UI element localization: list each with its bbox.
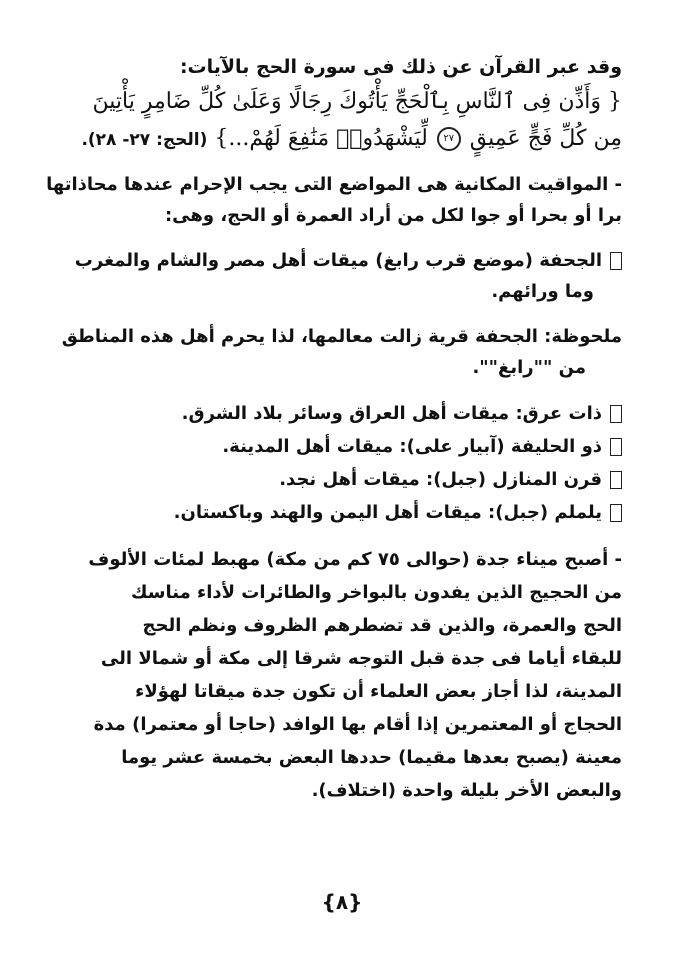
miqat-item-text: ذات عرق: ميقات أهل العراق وسائر بلاد الشرق. [181, 403, 602, 424]
page-body [46, 52, 622, 807]
miqat-list [62, 397, 622, 529]
jeddah-line: للبقاء أياما فى جدة قبل التوجه شرقا إلى مكة أو شمالا الى [100, 648, 622, 669]
jeddah-line: معينة (يصبح بعدها مقيما) حددها البعض بخمسة عشر يوما [121, 747, 622, 768]
list-item [62, 397, 622, 430]
intro-line: وقد عبر القرآن عن ذلك فى سورة الحج بالآيات: [179, 56, 622, 78]
checkbox-icon [610, 504, 622, 522]
checkbox-icon [610, 438, 622, 456]
list-item [62, 496, 622, 529]
verse-line-2b: لِّيَشْهَدُوا۟ مَنَٰفِعَ لَهُمْ...} [214, 126, 428, 151]
jeddah-paragraph [62, 543, 622, 807]
page-number: {٨} [321, 890, 363, 914]
list-item-juhfa [62, 245, 622, 276]
miqat-intro-line-1: - المواقيت المكانية هى المواضع التى يجب الإحرام عندها محاذاتها [46, 174, 622, 195]
jeddah-line: الحجاج أو المعتمرين إذا أقام بها الوافد (حاجا أو معتمرا) مدة [93, 714, 622, 735]
note-line-1: ملحوظة: الجحفة قرية زالت معالمها، لذا يحرم أهل هذه المناطق [61, 326, 622, 347]
checkbox-icon [610, 252, 622, 270]
verse-line-1: { وَأَذِّن فِى ٱلنَّاسِ بِٱلْحَجِّ يَأْتُوكَ رِجَالًا وَعَلَىٰ كُلِّ ضَامِرٍ يَأْتِينَ [92, 89, 622, 114]
jeddah-line: من الحجيج الذين يفدون بالبواخر والطائرات لأداء مناسك [131, 582, 622, 603]
juhfa-line-1: الجحفة (موضع قرب رابغ) ميقات أهل مصر والشام والمغرب [74, 250, 602, 271]
miqat-item-text: يلملم (جبل): ميقات أهل اليمن والهند وباكستان. [173, 502, 602, 523]
jeddah-line: الحج والعمرة، والذين قد تضطرهم الظروف ونظم الحج [142, 615, 622, 636]
jeddah-line: المدينة، لذا أجاز بعض العلماء أن تكون جدة ميقاتا لهؤلاء [135, 681, 622, 702]
list-item [62, 463, 622, 496]
note-line-2: من ""رابغ"". [472, 357, 586, 378]
checkbox-icon [610, 405, 622, 423]
miqat-intro-line-2: برا أو بحرا أو جوا لكل من أراد العمرة أو الحج، وهى: [164, 205, 622, 226]
miqat-item-text: ذو الحليفة (آبيار على): ميقات أهل المدينة. [222, 436, 602, 457]
checkbox-icon [610, 471, 622, 489]
juhfa-line-2: وما ورائهم. [491, 281, 594, 302]
miqat-item-text: قرن المنازل (جبل): ميقات أهل نجد. [279, 469, 602, 490]
ayah-number-mark: ٢٧ [437, 127, 461, 151]
verse-reference: (الحج: ٢٧- ٢٨). [81, 130, 208, 150]
jeddah-line: والبعض الأخر بليلة واحدة (اختلاف). [311, 780, 622, 801]
jeddah-line: - أصبح ميناء جدة (حوالى ٧٥ كم من مكة) مهبط لمئات الألوف [88, 549, 622, 570]
verse-line-2 [62, 120, 622, 159]
list-item [62, 430, 622, 463]
verse-line-2a: مِن كُلِّ فَجٍّ عَمِيقٍ [469, 126, 622, 151]
